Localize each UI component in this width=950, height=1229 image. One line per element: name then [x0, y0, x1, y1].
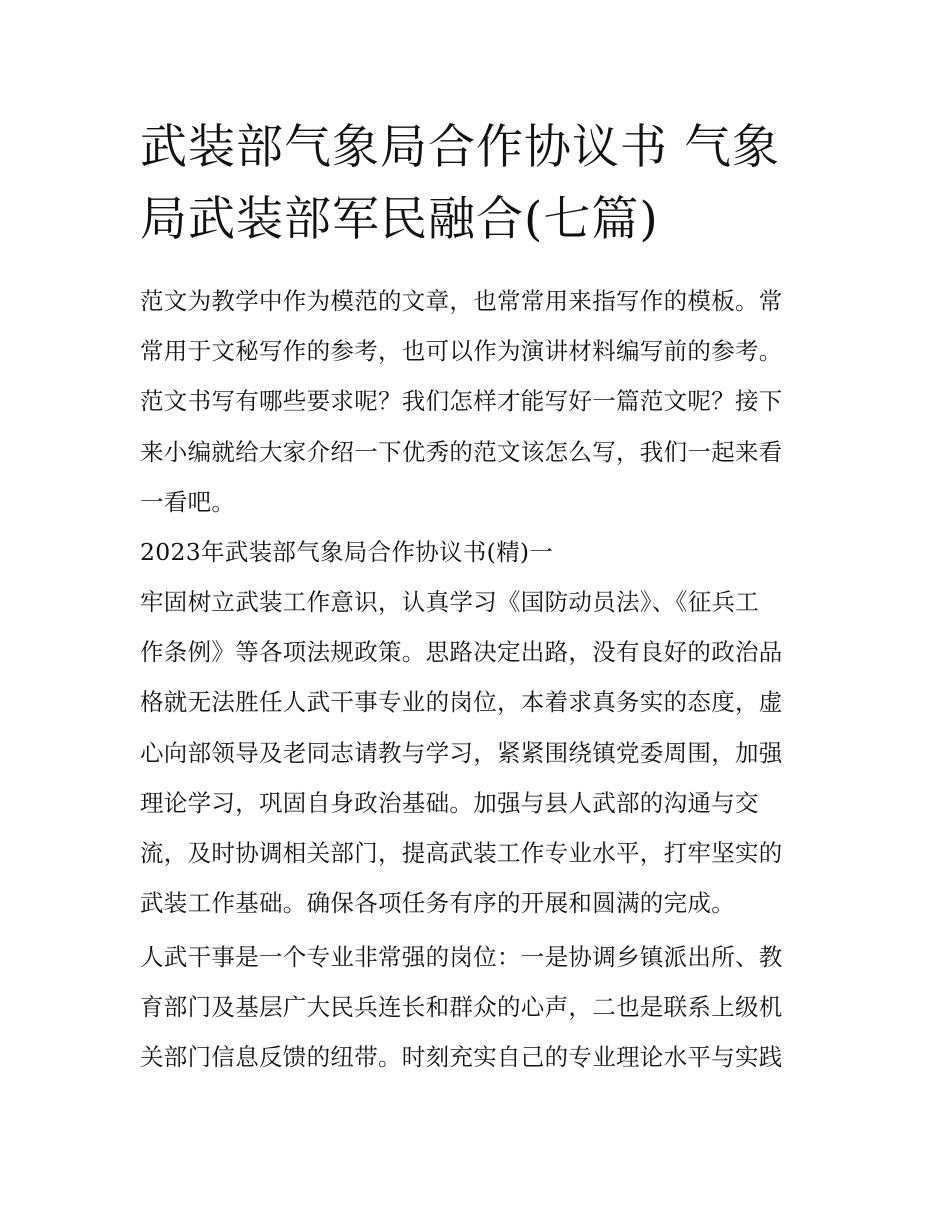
title-line: 武装部气象局合作协议书 气象 — [140, 120, 780, 175]
body-paragraph — [140, 577, 820, 928]
text-line: 常用于文秘写作的参考，也可以作为演讲材料编写前的参考。 — [140, 337, 783, 366]
text-line: 格就无法胜任人武干事专业的岗位，本着求真务实的态度，虚 — [140, 688, 783, 717]
text-line: 范文为教学中作为模范的文章，也常常用来指写作的模板。常 — [140, 287, 783, 315]
text-line: 牢固树立武装工作意识，认真学习《国防动员法》、《征兵工 — [140, 588, 760, 616]
text-line: 一看吧。 — [140, 487, 236, 516]
text-line: 武装工作基础。确保各项任务有序的开展和圆满的完成。 — [140, 889, 735, 918]
body-paragraph — [140, 932, 820, 1083]
text-line: 理论学习，巩固自身政治基础。加强与县人武部的沟通与交 — [140, 788, 759, 817]
intro-paragraph — [140, 276, 820, 527]
text-line: 心向部领导及老同志请教与学习，紧紧围绕镇党委周围，加强 — [140, 738, 783, 767]
text-line: 人武干事是一个专业非常强的岗位：一是协调乡镇派出所、教 — [140, 943, 783, 971]
text-line: 流，及时协调相关部门，提高武装工作专业水平，打牢坚实的 — [140, 839, 783, 868]
text-line: 育部门及基层广大民兵连长和群众的心声，二也是联系上级机 — [140, 993, 783, 1022]
text-line: 来小编就给大家介绍一下优秀的范文该怎么写，我们一起来看 — [140, 437, 783, 466]
text-line: 作条例》等各项法规政策。思路决定出路，没有良好的政治品 — [140, 638, 783, 667]
text-line: 关部门信息反馈的纽带。时刻充实自己的专业理论水平与实践 — [140, 1043, 783, 1072]
title-line: 局武装部军民融合(七篇) — [140, 192, 659, 247]
document-title — [140, 112, 820, 256]
section-heading — [140, 527, 820, 577]
text-line: 范文书写有哪些要求呢？我们怎样才能写好一篇范文呢？接下 — [140, 387, 783, 416]
text-line: 2023年武装部气象局合作协议书(精)一 — [140, 538, 554, 566]
